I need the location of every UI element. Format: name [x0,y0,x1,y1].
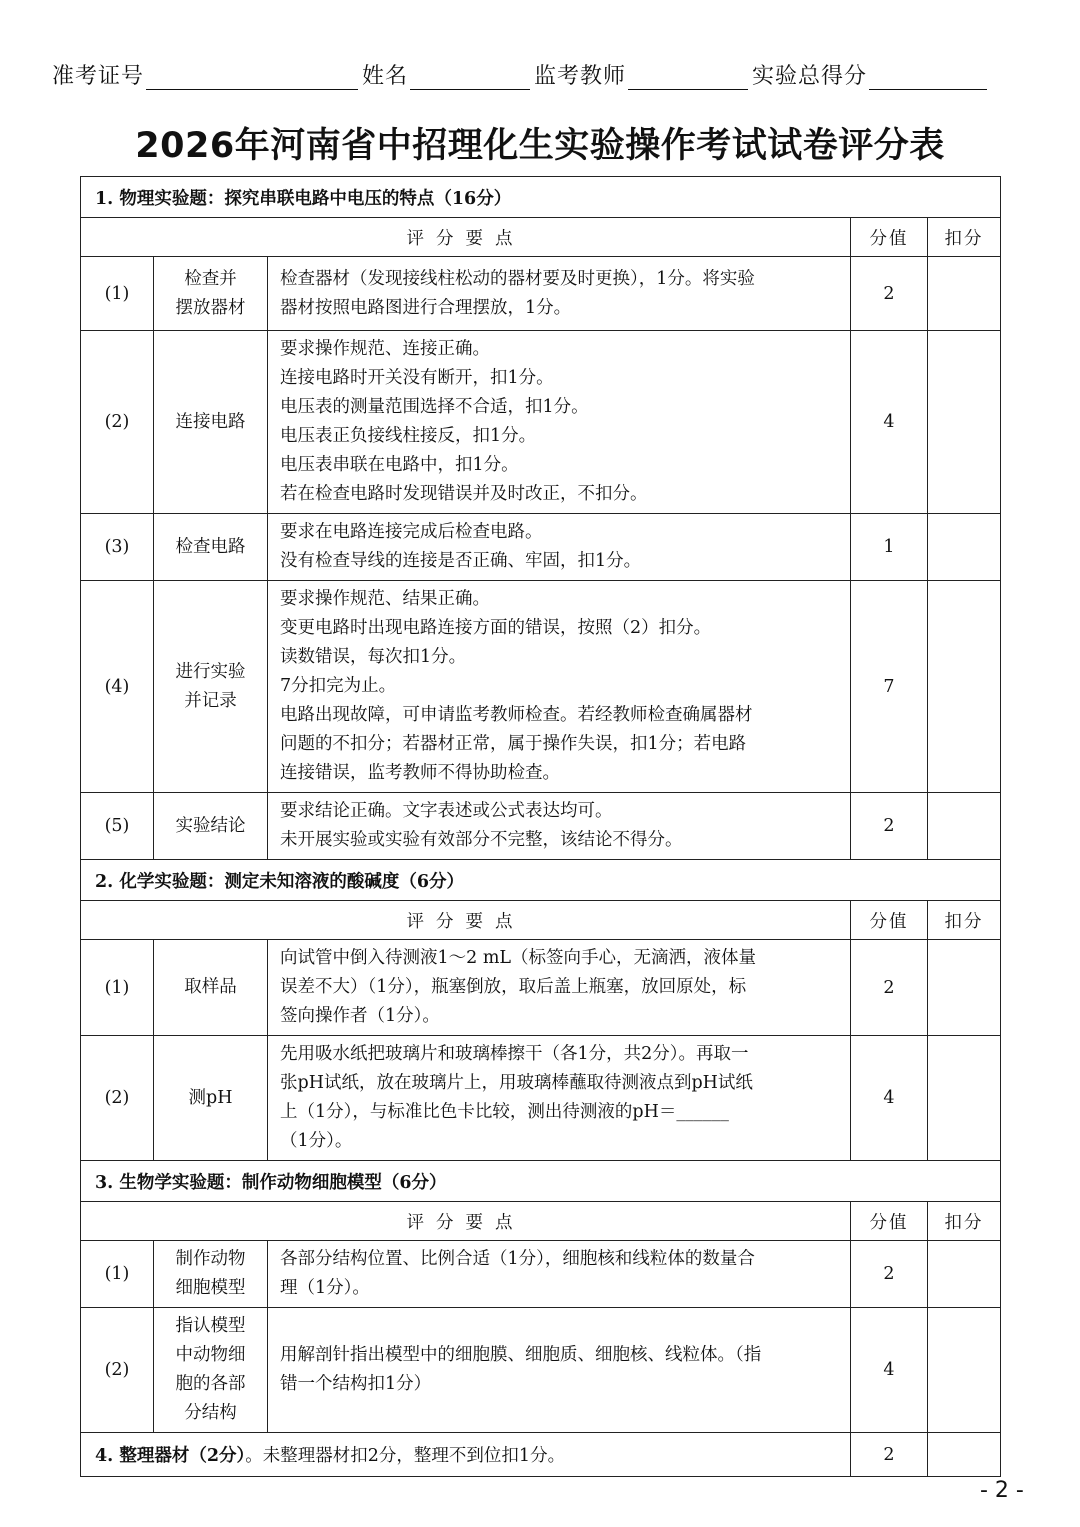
row-item [154,331,268,514]
text-line: 中动物细 [175,1345,246,1365]
text-line: 要求结论正确。文字表述或公式表达均可。 [280,801,613,821]
row-score: 4 [851,1308,928,1433]
table-row [81,331,1001,514]
row-criteria [268,331,851,514]
text-line: 实验结论 [175,815,246,836]
final-section-text: 。未整理器材扣2分，整理不到位扣1分。 [245,1446,566,1466]
text-line: 各部分结构位置、比例合适（1分），细胞核和线粒体的数量合 [280,1249,755,1269]
table-row [81,257,1001,331]
row-score: 4 [851,331,928,514]
text-line: 要求操作规范、连接正确。 [280,339,490,359]
row-deduction-cell[interactable] [928,1308,1001,1433]
row-deduction-cell[interactable] [928,581,1001,793]
text-line: 向试管中倒入待测液1～2 mL（标签向手心，无滴洒，液体量 [280,948,757,968]
row-number: (1) [81,940,154,1036]
row-item [154,940,268,1036]
row-number: (5) [81,793,154,860]
text-line: 没有检查导线的连接是否正确、牢固，扣1分。 [280,551,642,571]
row-score: 7 [851,581,928,793]
row-criteria [268,793,851,860]
score-header: 分值 [851,1202,928,1241]
table-row [81,1308,1001,1433]
table-row [81,940,1001,1036]
text-line: 签向操作者（1分）。 [280,1006,440,1026]
row-number: (1) [81,257,154,331]
row-score: 2 [851,793,928,860]
text-line: 测pH [188,1087,233,1108]
row-score: 4 [851,1036,928,1161]
exam-id-label: 准考证号 [52,64,145,89]
text-line: 先用吸水纸把玻璃片和玻璃棒擦干（各1分，共2分）。再取一 [280,1044,749,1064]
text-line: 用解剖针指出模型中的细胞膜、细胞质、细胞核、线粒体。（指 [280,1345,762,1365]
text-line: 分结构 [184,1403,237,1423]
text-line: 错一个结构扣1分） [280,1374,432,1394]
section-title: 1. 物理实验题：探究串联电路中电压的特点（16分） [81,177,1001,218]
row-deduction-cell[interactable] [928,514,1001,581]
deduction-header: 扣分 [928,218,1001,257]
text-line: 张pH试纸，放在玻璃片上，用玻璃棒蘸取待测液点到pH试纸 [280,1073,753,1093]
deduction-header: 扣分 [928,1202,1001,1241]
text-line: 若在检查电路时发现错误并及时改正，不扣分。 [280,484,648,504]
points-header: 评分要点 [81,218,851,257]
final-section [81,1433,851,1477]
text-line: 电路出现故障，可申请监考教师检查。若经教师检查确属器材 [280,705,753,725]
text-line: 摆放器材 [175,297,246,318]
proctor-label: 监考教师 [534,64,627,89]
name-label: 姓名 [362,64,409,89]
text-line: 检查电路 [175,536,246,557]
text-line: 器材按照电路图进行合理摆放，1分。 [280,297,572,318]
row-item [154,793,268,860]
text-line: 问题的不扣分；若器材正常，属于操作失误，扣1分；若电路 [280,734,747,754]
score-header: 分值 [851,901,928,940]
text-line: 电压表串联在电路中，扣1分。 [280,455,519,475]
text-line: 检查并 [184,268,237,289]
text-line: 变更电路时出现电路连接方面的错误，按照（2）扣分。 [280,618,712,638]
text-line: 制作动物 [175,1249,246,1269]
name-field[interactable] [410,63,530,90]
points-header: 评分要点 [81,1202,851,1241]
row-score: 2 [851,1241,928,1308]
row-number: (2) [81,1036,154,1161]
row-criteria [268,1036,851,1161]
text-line: 连接电路时开关没有断开，扣1分。 [280,368,554,388]
row-criteria [268,1241,851,1308]
row-item [154,1241,268,1308]
text-line: 并记录 [184,690,237,711]
text-line: 指认模型 [175,1316,246,1336]
row-criteria [268,1308,851,1433]
scoring-table [80,176,1001,1477]
row-deduction-cell[interactable] [928,793,1001,860]
page-title: 2026年河南省中招理化生实验操作考试试卷评分表 [135,126,945,166]
text-line: 读数错误，每次扣1分。 [280,647,467,667]
row-deduction-cell[interactable] [928,940,1001,1036]
row-score: 2 [851,940,928,1036]
exam-id-field[interactable] [146,63,358,90]
table-row [81,1036,1001,1161]
row-number: (3) [81,514,154,581]
row-item [154,581,268,793]
text-line: 要求操作规范、结果正确。 [280,589,490,609]
row-score: 2 [851,257,928,331]
table-row [81,793,1001,860]
row-item [154,1308,268,1433]
text-line: （1分）。 [280,1131,353,1151]
row-item [154,514,268,581]
row-number: (2) [81,1308,154,1433]
table-row [81,1241,1001,1308]
row-criteria [268,257,851,331]
table-row [81,581,1001,793]
row-number: (2) [81,331,154,514]
text-line: 理（1分）。 [280,1278,370,1298]
final-section-title: 4. 整理器材（2分） [95,1446,246,1466]
text-line: 上（1分），与标准比色卡比较，测出待测液的pH＝______ [280,1102,729,1122]
row-deduction-cell[interactable] [928,331,1001,514]
text-line: 7分扣完为止。 [280,676,397,696]
points-header: 评分要点 [81,901,851,940]
text-line: 要求在电路连接完成后检查电路。 [280,522,543,542]
row-number: (4) [81,581,154,793]
text-line: 连接电路 [175,411,246,432]
text-line: 电压表正负接线柱接反，扣1分。 [280,426,537,446]
candidate-info-line [52,58,1027,90]
text-line: 电压表的测量范围选择不合适，扣1分。 [280,397,589,417]
row-item [154,257,268,331]
text-line: 细胞模型 [175,1278,246,1298]
section-title: 3. 生物学实验题：制作动物细胞模型（6分） [81,1161,1001,1202]
score-header: 分值 [851,218,928,257]
row-deduction-cell[interactable] [928,1036,1001,1161]
row-item [154,1036,268,1161]
row-deduction-cell[interactable] [928,257,1001,331]
table-row [81,514,1001,581]
row-criteria [268,514,851,581]
deduction-header: 扣分 [928,901,1001,940]
row-score: 1 [851,514,928,581]
total-score-label: 实验总得分 [752,64,868,89]
text-line: 未开展实验或实验有效部分不完整，该结论不得分。 [280,830,683,850]
page-number: - 2 - [980,1478,1024,1503]
row-criteria [268,581,851,793]
text-line: 误差不大）（1分），瓶塞倒放，取后盖上瓶塞，放回原处，标 [280,977,747,997]
text-line: 取样品 [184,977,237,997]
row-deduction-cell[interactable] [928,1241,1001,1308]
text-line: 连接错误，监考教师不得协助检查。 [280,763,560,783]
section-title: 2. 化学实验题：测定未知溶液的酸碱度（6分） [81,860,1001,901]
total-score-field[interactable] [869,63,987,90]
proctor-field[interactable] [628,63,748,90]
final-score: 2 [851,1433,928,1477]
text-line: 检查器材（发现接线柱松动的器材要及时更换），1分。将实验 [280,268,755,289]
final-deduction-cell[interactable] [928,1433,1001,1477]
text-line: 进行实验 [175,661,246,682]
row-number: (1) [81,1241,154,1308]
row-criteria [268,940,851,1036]
text-line: 胞的各部 [175,1374,246,1394]
